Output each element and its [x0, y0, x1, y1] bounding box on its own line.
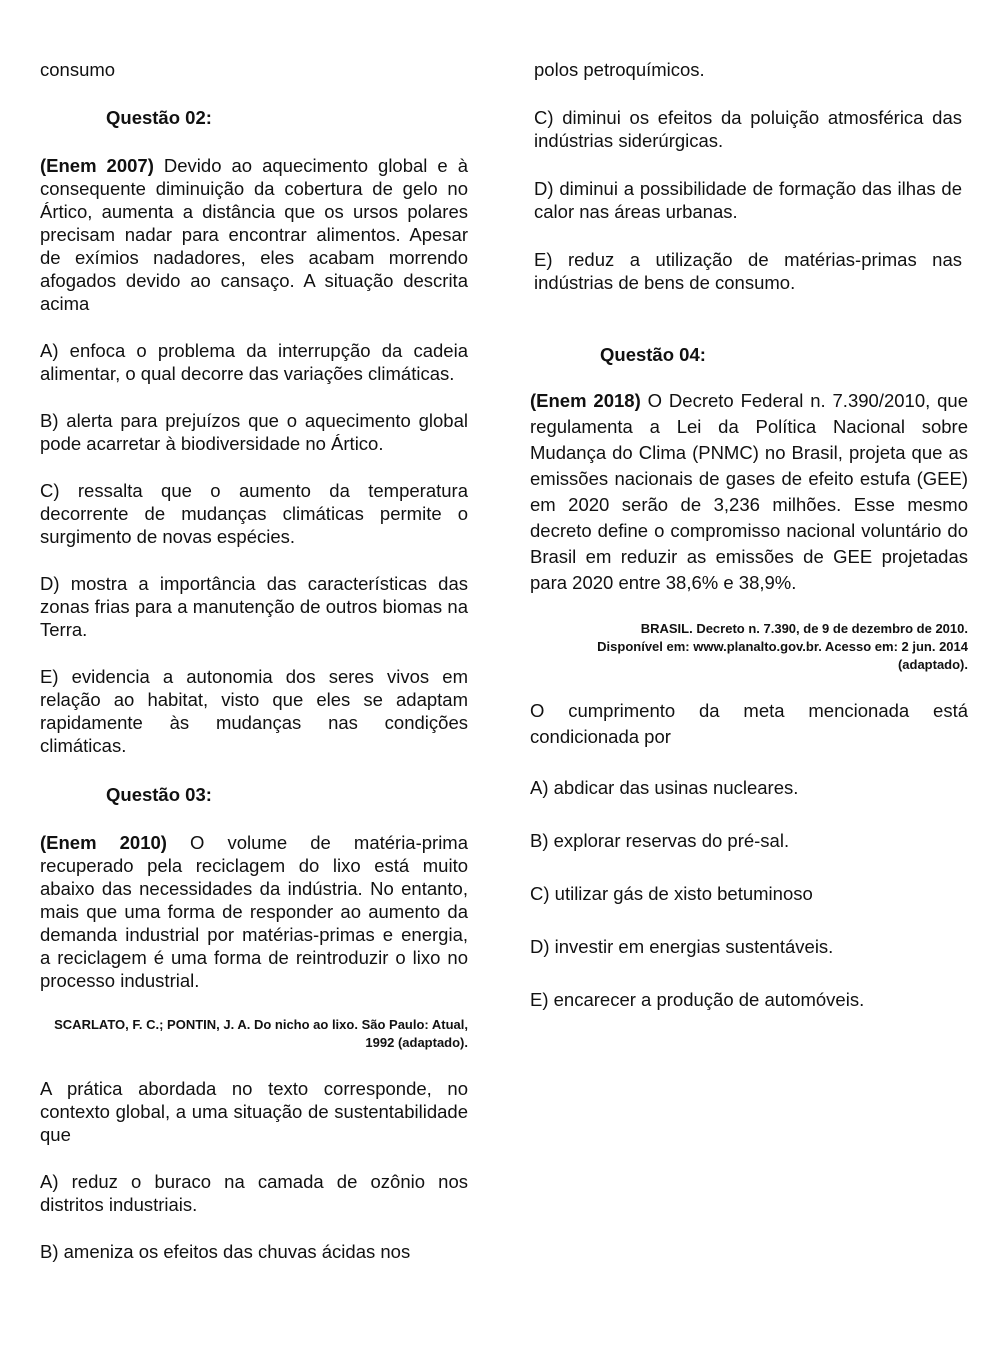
q4-reference-line2: Disponível em: www.planalto.gov.br. Acesso em: 2 jun. 2014: [597, 639, 968, 654]
q3-option-d[interactable]: D) diminui a possibilidade de formação das ilhas de calor nas áreas urbanas.: [534, 178, 962, 222]
q3-source-label: (Enem 2010): [40, 832, 167, 853]
q2-option-a[interactable]: A) enfoca o problema da interrupção da cadeia alimentar, o qual decorre das variações climáticas.: [40, 340, 468, 384]
q2-title: Questão 02:: [106, 107, 212, 128]
q2-statement: [40, 154, 468, 315]
q3-reference: SCARLATO, F. C.; PONTIN, J. A. Do nicho ao lixo. São Paulo: Atual, 1992 (adaptado).: [54, 1017, 468, 1050]
q3-prompt: A prática abordada no texto corresponde, no contexto global, a uma situação de sustentabilidade que: [40, 1078, 468, 1145]
q3-option-a[interactable]: A) reduz o buraco na camada de ozônio nos distritos industriais.: [40, 1171, 468, 1215]
q2-option-d[interactable]: D) mostra a importância das características das zonas frias para a manutenção de outros biomas na Terra.: [40, 573, 468, 640]
q4-option-b[interactable]: B) explorar reservas do pré-sal.: [530, 830, 790, 851]
q4-reference-line1: BRASIL. Decreto n. 7.390, de 9 de dezembro de 2010.: [640, 621, 968, 636]
q4-text: O Decreto Federal n. 7.390/2010, que regulamenta a Lei da Política Nacional sobre Mudança do Clima (PNMC) no Brasil, projeta que as emissões nacionais de gases de efeito estufa (GEE) em 2020 serão de 3,236 milhões. Esse mesmo decreto define o compromisso nacional voluntário do Brasil em reduzir as emissões de GEE projetadas para 2020 entre 38,6% e 38,9%.: [530, 390, 968, 593]
intro-fragment: consumo: [40, 59, 116, 80]
q4-option-a[interactable]: A) abdicar das usinas nucleares.: [530, 777, 799, 798]
left-column: [40, 58, 468, 1263]
q4-source-label: (Enem 2018): [530, 390, 641, 411]
q4-statement: [530, 388, 968, 596]
q3-title: Questão 03:: [106, 784, 212, 805]
q2-text: Devido ao aquecimento global e à consequente diminuição da cobertura de gelo no Ártico, aumenta a distância que os ursos polares precisam nadar para encontrar alimentos. Apesar de exímios nadadores, eles acabam morrendo afogados devido ao cansaço. A situação descrita acima: [40, 155, 469, 314]
q4-prompt: O cumprimento da meta mencionada está condicionada por: [530, 700, 968, 747]
q4-option-d[interactable]: D) investir em energias sustentáveis.: [530, 936, 834, 957]
q3-statement: [40, 831, 468, 992]
q4-option-e[interactable]: E) encarecer a produção de automóveis.: [530, 989, 865, 1010]
q2-option-b[interactable]: B) alerta para prejuízos que o aquecimento global pode acarretar à biodiversidade no Ártico.: [40, 410, 468, 454]
q4-reference: [530, 620, 968, 674]
q3-continuation: polos petroquímicos.: [534, 59, 705, 80]
q2-source-label: (Enem 2007): [40, 155, 154, 176]
q4-option-c[interactable]: C) utilizar gás de xisto betuminoso: [530, 883, 813, 904]
q2-option-c[interactable]: C) ressalta que o aumento da temperatura decorrente de mudanças climáticas permite o surgimento de novas espécies.: [40, 480, 468, 547]
q4-reference-line3: (adaptado).: [897, 657, 968, 672]
q3-option-c[interactable]: C) diminui os efeitos da poluição atmosférica das indústrias siderúrgicas.: [534, 107, 962, 151]
q4-title: Questão 04:: [600, 344, 706, 365]
q3-option-e[interactable]: E) reduz a utilização de matérias-primas nas indústrias de bens de consumo.: [534, 249, 962, 293]
right-column: [530, 58, 968, 1011]
q2-option-e[interactable]: E) evidencia a autonomia dos seres vivos em relação ao habitat, visto que eles se adaptam rapidamente às mudanças nas condições climáticas.: [40, 666, 468, 756]
q3-option-b[interactable]: B) ameniza os efeitos das chuvas ácidas nos: [40, 1241, 411, 1262]
q3-text: O volume de matéria-prima recuperado pela reciclagem do lixo está muito abaixo das necessidades da indústria. No entanto, mais que uma forma de responder ao aumento da demanda industrial por matérias-primas e energia, a reciclagem é uma forma de reintroduzir o lixo no processo industrial.: [40, 832, 469, 991]
